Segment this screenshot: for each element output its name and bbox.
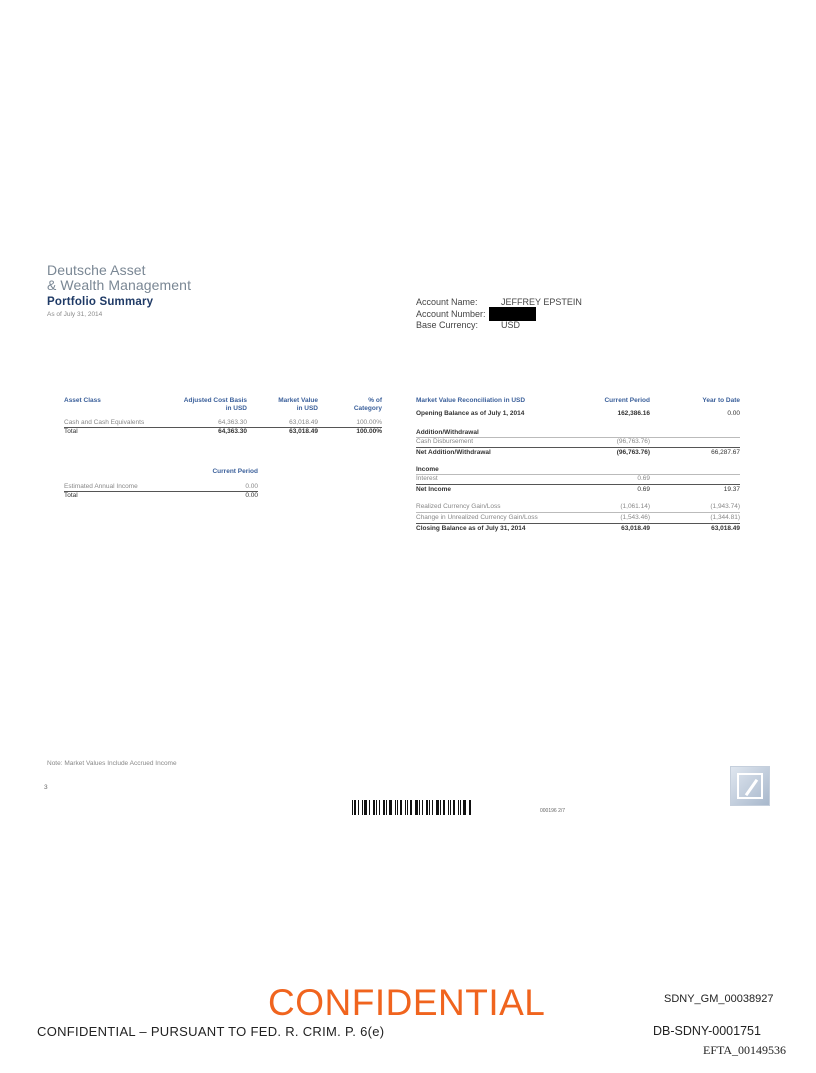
realized-gain-ytd: (1,943.74) [710,503,740,510]
total-pct-category: 100.00% [356,428,382,435]
barcode-bar [386,800,387,815]
document-code: 000196 2/7 [540,808,566,814]
closing-balance-ytd: 63,018.49 [711,525,740,532]
interest-current: 0.69 [637,475,650,482]
barcode-bar [458,800,459,815]
barcode [352,800,472,815]
net-addition-ytd: 66,287.67 [711,449,740,456]
income-total-label: Total [64,492,78,499]
page-number: 3 [44,784,48,791]
market-value-header-line2: in USD [296,405,318,412]
barcode-bar [358,800,359,815]
deutsche-bank-logo [730,766,770,806]
total-cost-basis: 64,363.30 [218,428,247,435]
base-currency-value: USD [501,320,521,330]
as-of-date: As of July 31, 2014 [47,311,103,318]
market-value-header-line1: Market Value [278,397,318,404]
account-name-label: Account Name: [416,297,478,307]
income-current-period-header: Current Period [212,468,258,475]
barcode-bar [400,800,402,815]
addition-withdrawal-section: Addition/Withdrawal [416,429,479,436]
total-label: Total [64,428,78,435]
barcode-bar [410,800,412,815]
closing-divider [416,523,740,524]
cost-basis-header-line1: Adjusted Cost Basis [183,397,247,404]
base-currency-label: Base Currency: [416,320,479,330]
realized-gain-current: (1,061.14) [620,503,650,510]
confidential-stamp: CONFIDENTIAL [268,982,546,1023]
barcode-bar [395,800,396,815]
cash-disbursement-current: (96,763.76) [616,438,650,445]
barcode-bar [432,800,433,815]
income-section: Income [416,466,439,473]
barcode-bar [389,800,392,815]
barcode-bar [429,800,430,815]
pct-category-header-line2: Category [353,405,382,412]
unrealized-gain-current: (1,543.46) [620,514,650,521]
barcode-bar [440,800,441,815]
interest-label: Interest [416,475,438,482]
efta-number: EFTA_00149536 [703,1043,787,1057]
barcode-bar [450,800,451,815]
pct-category-header-line1: % of [368,397,382,404]
logo-slash [745,779,758,796]
barcode-bar [463,800,466,815]
barcode-bar [397,800,398,815]
barcode-bar [407,800,408,815]
logo-frame [737,773,763,799]
net-addition-label: Net Addition/Withdrawal [416,449,491,456]
sdny-bates-number: SDNY_GM_00038927 [664,993,774,1005]
closing-balance-current: 63,018.49 [621,525,650,532]
unrealized-gain-label: Change in Unrealized Currency Gain/Loss [416,514,538,521]
db-bates-number: DB-SDNY-0001751 [653,1024,761,1038]
net-addition-divider [416,447,740,448]
account-number-label: Account Number: [416,309,486,319]
cost-basis-header-line2: in USD [225,405,247,412]
barcode-bar [364,800,367,815]
redacted-account-number [489,307,536,321]
total-market-value: 63,018.49 [289,428,318,435]
asset-class-cell: Cash and Cash Equivalents [64,419,145,426]
estimated-income-label: Estimated Annual Income [64,483,138,490]
barcode-bar [443,800,445,815]
cost-basis-cell: 64,363.30 [218,419,247,426]
realized-gain-label: Realized Currency Gain/Loss [416,503,501,510]
barcode-bar [422,800,423,815]
barcode-bar [405,800,406,815]
net-addition-current: (96,763.76) [616,449,650,456]
confidential-notice: CONFIDENTIAL – PURSUANT TO FED. R. CRIM. P. 6(e) [37,1024,385,1039]
page-title: Portfolio Summary [47,296,154,308]
barcode-bar [354,800,356,815]
brand-name-line1: Deutsche Asset [47,262,146,278]
market-value-cell: 63,018.49 [289,419,318,426]
barcode-bar [469,800,471,815]
market-value-note: Note: Market Values Include Accrued Income [47,760,177,767]
brand-name-line2: & Wealth Management [47,277,192,293]
net-income-label: Net Income [416,486,452,493]
barcode-bar [376,800,377,815]
opening-balance-ytd: 0.00 [727,410,740,417]
cash-disbursement-label: Cash Disbursement [416,438,474,445]
barcode-bar [426,800,428,815]
net-income-divider [416,484,740,485]
opening-balance-current: 162,386.16 [617,410,650,417]
barcode-bar [436,800,439,815]
barcode-bar [460,800,461,815]
barcode-bar [448,800,449,815]
reconciliation-title-header: Market Value Reconciliation in USD [416,397,526,404]
net-income-current: 0.69 [637,486,650,493]
barcode-bar [379,800,380,815]
estimated-income-value: 0.00 [245,483,258,490]
account-name-value: JEFFREY EPSTEIN [501,297,582,307]
pct-category-cell: 100.00% [356,419,382,426]
net-income-ytd: 19.37 [723,486,740,493]
opening-balance-label: Opening Balance as of July 1, 2014 [416,410,525,417]
barcode-bar [362,800,363,815]
closing-balance-label: Closing Balance as of July 31, 2014 [416,525,526,532]
barcode-bar [415,800,418,815]
barcode-bar [453,800,455,815]
row-divider [416,512,740,513]
current-period-header: Current Period [604,397,650,404]
barcode-bar [352,800,353,815]
barcode-bar [383,800,385,815]
barcode-bar [373,800,375,815]
year-to-date-header: Year to Date [702,397,740,404]
barcode-bar [419,800,420,815]
income-total-value: 0.00 [245,492,258,499]
barcode-bar [369,800,370,815]
unrealized-gain-ytd: (1,344.81) [710,514,740,521]
asset-class-header: Asset Class [64,397,101,404]
